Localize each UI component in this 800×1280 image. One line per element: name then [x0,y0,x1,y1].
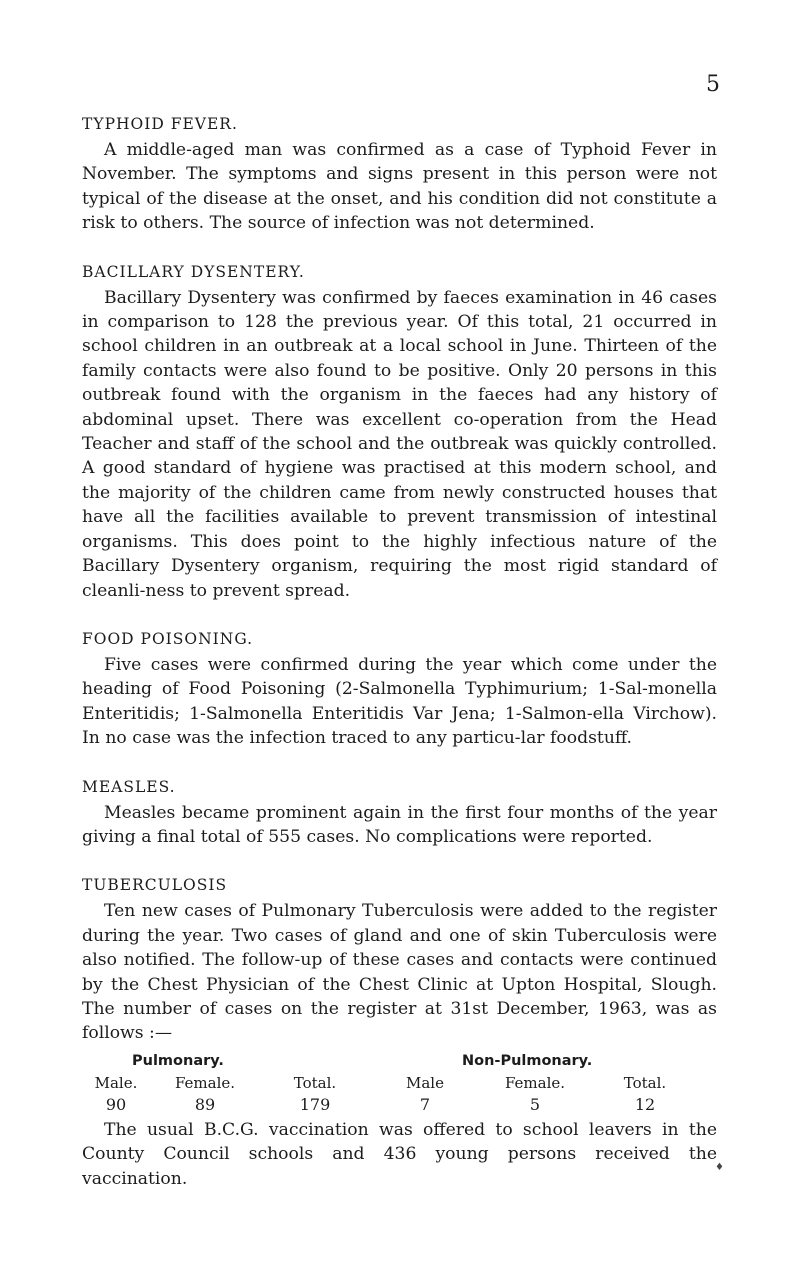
group-header-pulmonary: Pulmonary. [132,1052,224,1069]
column-header: Male [406,1073,444,1092]
tuberculosis-register-table [82,1050,717,1116]
section-paragraph: Five cases were confirmed during the year which come under the heading of Food Poisoning (2-Salmonella Typhimurium; 1-Sal-monella Enteritidis; 1-Salmonella Enteritidis Var Jena; 1-Salmon-ella Virchow). In no case was the infection traced to any particu-lar foodstuff. [82,654,717,749]
group-header-non-pulmonary: Non-Pulmonary. [462,1052,593,1069]
table-cell: 89 [194,1094,216,1114]
section-food-poisoning [82,627,717,751]
table-cell: 7 [419,1094,431,1114]
table-cell: 90 [105,1094,127,1114]
section-paragraph: Measles became prominent again in the first four months of the year giving a final total of 555 cases. No complications were reported. [82,802,717,847]
page-number: 5 [706,72,720,97]
table-value-row [82,1094,717,1116]
table-header-row [82,1072,717,1094]
section-tuberculosis [82,873,717,1191]
section-paragraph-after-table: The usual B.C.G. vaccination was offered to school leavers in the County Council schools and 436 young persons received the vaccination. [82,1119,717,1189]
column-header: Total. [623,1073,667,1092]
table-cell: 5 [529,1094,541,1114]
table-group-headers [82,1050,717,1072]
section-heading: BACILLARY DYSENTERY. [82,262,305,281]
ink-speck-mark: ♦ [715,1162,724,1173]
section-paragraph: A middle-aged man was confirmed as a case of Typhoid Fever in November. The symptoms and signs present in this person were not typical of the disease at the onset, and his condition did not constitute a risk to others. The source of infection was not determined. [82,140,717,234]
column-header: Female. [174,1073,236,1092]
section-heading: TYPHOID FEVER. [82,115,238,133]
section-paragraph: Bacillary Dysentery was confirmed by faeces examination in 46 cases in comparison to 128 the previous year. Of this total, 21 occurred in school children in an outbreak at a local school in June. Thirteen of the family contacts were also found to be positive. Only 20 persons in this outbreak found with the organism in the faeces had any history of abdominal upset. There was excellent co-operation from the Head Teacher and staff of the school and the outbreak was quickly controlled. A good standard of hygiene was practised at this modern school, and the majority of the children came from newly constructed houses that have all the facilities available to prevent transmission of intestinal organisms. This does point to the highly infectious nature of the Bacillary Dysentery organism, requiring the most rigid standard of cleanli-ness to prevent spread. [82,287,717,601]
section-typhoid-fever [82,112,717,236]
column-header: Male. [94,1073,138,1092]
table-cell: 179 [299,1094,331,1114]
table-cell: 12 [634,1094,656,1114]
section-heading: TUBERCULOSIS [82,876,228,895]
column-header: Total. [293,1073,337,1092]
column-header: Female. [504,1073,566,1092]
section-measles [82,775,717,850]
section-heading: MEASLES. [82,777,176,796]
section-heading: FOOD POISONING. [82,629,254,648]
document-body [82,112,717,1215]
section-paragraph: Ten new cases of Pulmonary Tuberculosis were added to the register during the year. Two cases of gland and one of skin Tuberculosis were also notified. The follow-up of these cases and contacts were continued by the Chest Physician of the Chest Clinic at Upton Hospital, Slough. The number of cases on the register at 31st December, 1963, was as follows :— [82,901,717,1044]
section-bacillary-dysentery [82,260,717,603]
